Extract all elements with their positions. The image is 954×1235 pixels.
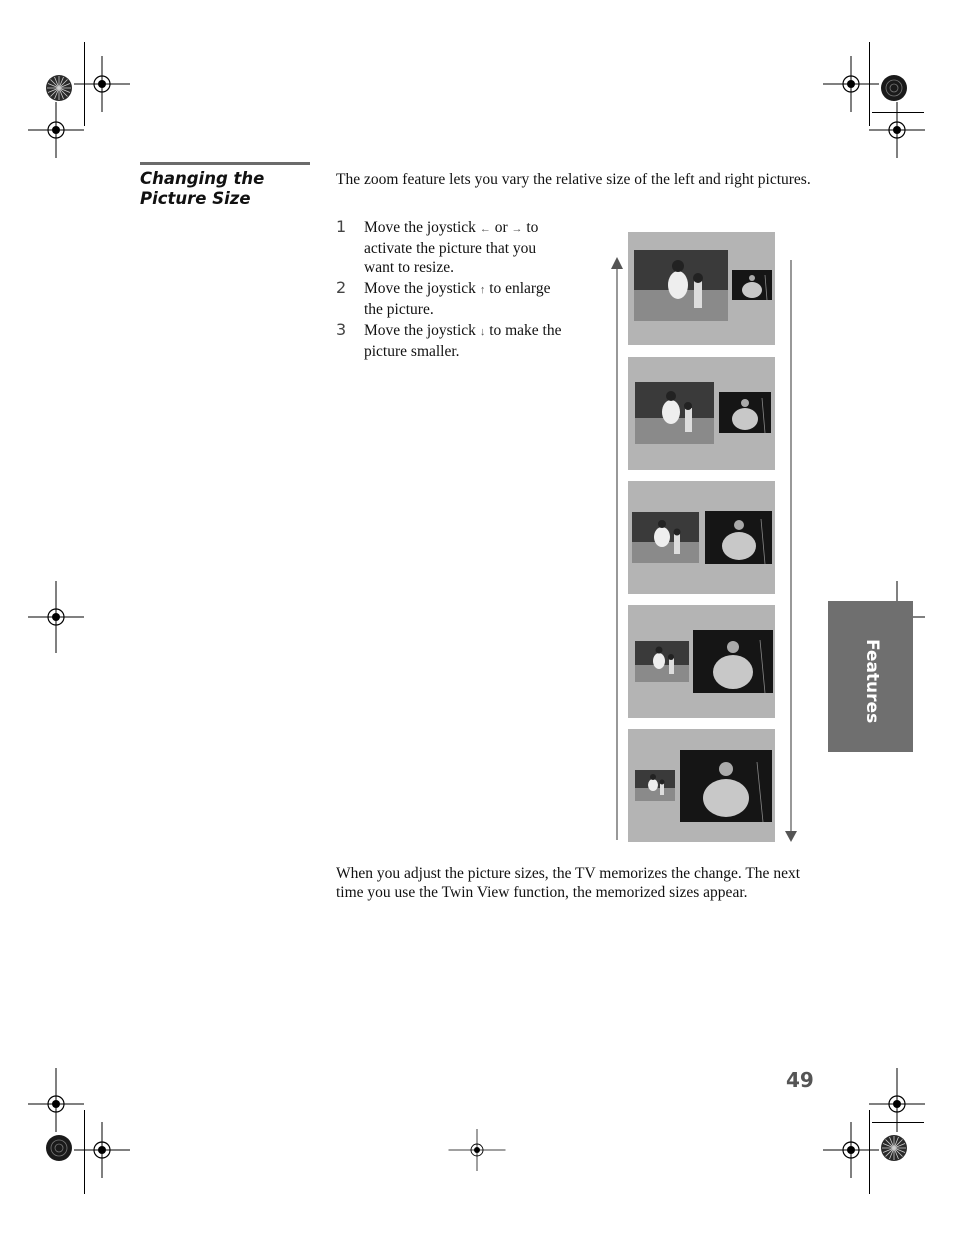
step-number: 3 <box>336 320 347 339</box>
step-number: 2 <box>336 278 347 297</box>
section-tab-label: Features <box>862 639 882 724</box>
right-picture <box>693 630 773 693</box>
step-text-part: or <box>494 219 508 236</box>
step-text-part: to make the <box>489 322 562 339</box>
step-text-part: to <box>526 219 539 236</box>
left-picture <box>632 512 699 563</box>
heading-line-2: Picture Size <box>140 189 251 208</box>
intro-paragraph: The zoom feature lets you vary the relative size of the left and right pictures. <box>336 171 811 188</box>
zoom-frame-1 <box>628 232 775 345</box>
zoom-frame-3 <box>628 481 775 594</box>
step-number: 1 <box>336 217 347 236</box>
step-text-part: to enlarge <box>489 280 551 297</box>
left-picture <box>634 250 728 321</box>
right-picture <box>719 392 771 433</box>
left-arrow-icon: ← <box>479 223 491 235</box>
step-text-line: want to resize. <box>364 259 454 276</box>
zoom-frame-2 <box>628 357 775 470</box>
right-picture <box>680 750 772 822</box>
left-picture <box>635 770 675 801</box>
right-picture <box>732 270 772 300</box>
step-text-line: the picture. <box>364 301 434 318</box>
step-text-part: Move the joystick <box>364 280 476 297</box>
down-arrow-icon <box>785 831 797 842</box>
step-text-part: Move the joystick <box>364 322 476 339</box>
right-arrow-icon: → <box>511 223 523 235</box>
step-text-line: activate the picture that you <box>364 240 537 257</box>
zoom-frame-5 <box>628 729 775 842</box>
left-picture <box>635 641 689 682</box>
heading-line-1: Changing the <box>140 169 265 188</box>
step-text-part: Move the joystick <box>364 219 476 236</box>
section-tab <box>828 601 913 752</box>
zoom-frame-4 <box>628 605 775 718</box>
section-heading <box>140 169 315 209</box>
up-arrow-icon: ↑ <box>479 284 486 296</box>
step-text-line: picture smaller. <box>364 343 460 360</box>
left-picture <box>635 382 714 444</box>
heading-rule <box>140 162 310 165</box>
right-picture <box>705 511 772 564</box>
page-number: 49 <box>786 1068 814 1092</box>
up-arrow-icon <box>611 257 623 269</box>
step-text <box>364 279 599 319</box>
down-arrow-icon: ↓ <box>479 326 486 338</box>
step-text <box>364 218 599 277</box>
closing-paragraph: When you adjust the picture sizes, the TV memorizes the change. The next time you use the Twin View function, the memorized sizes appear. <box>336 865 801 901</box>
step-text <box>364 321 599 361</box>
